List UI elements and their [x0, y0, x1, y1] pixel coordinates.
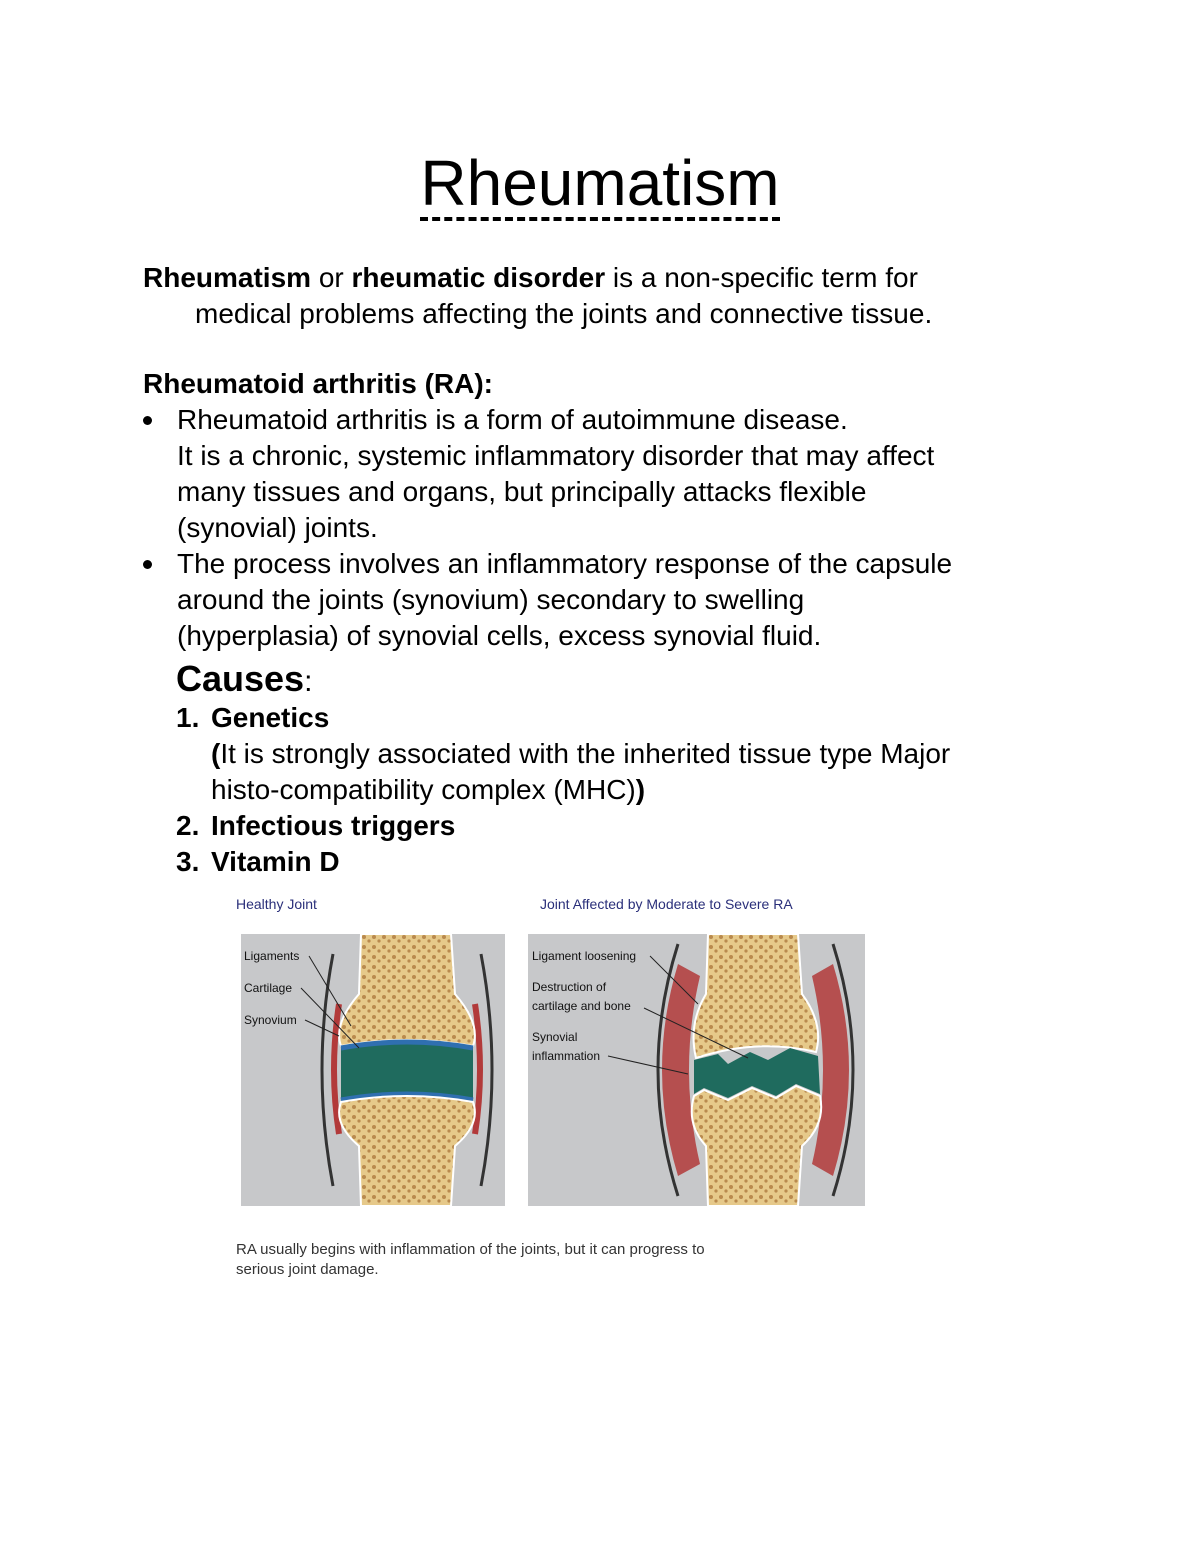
- label-ligaments: Ligaments: [244, 949, 300, 963]
- ra-bullet-list: [143, 402, 1063, 654]
- bullet-line: (hyperplasia) of synovial cells, excess synovial fluid.: [177, 620, 822, 651]
- cause-number: 2.: [176, 810, 200, 841]
- figure-caption: [236, 1240, 856, 1280]
- ra-joint-title: Joint Affected by Moderate to Severe RA: [540, 896, 793, 912]
- list-item: [176, 844, 1076, 880]
- label-synovium: Synovium: [244, 1013, 297, 1027]
- intro-paragraph: [143, 260, 1063, 332]
- bullet-line: It is a chronic, systemic inflammatory disorder that may affect: [177, 440, 935, 471]
- upper-bone: [694, 934, 819, 1058]
- ra-joint-illustration: [528, 934, 865, 1206]
- causes-heading-text: Causes: [176, 658, 305, 699]
- lower-bone: [339, 1096, 475, 1206]
- label-cartilage-and-bone: cartilage and bone: [532, 999, 631, 1013]
- bullet-dot-icon: [143, 560, 152, 569]
- page-title-text: Rheumatism: [420, 147, 780, 219]
- ra-heading: Rheumatoid arthritis (RA):: [143, 368, 493, 399]
- label-synovial: Synovial: [532, 1030, 578, 1044]
- bullet-dot-icon: [143, 416, 152, 425]
- healthy-joint-title: Healthy Joint: [236, 896, 317, 912]
- lower-bone: [692, 1086, 821, 1206]
- cause-name: Infectious triggers: [211, 810, 456, 841]
- list-item: [143, 402, 1063, 546]
- healthy-joint-illustration: [241, 934, 505, 1206]
- list-item: [143, 546, 1063, 654]
- upper-bone: [339, 934, 475, 1046]
- cause-number: 3.: [176, 846, 200, 877]
- intro-term-rheumatic-disorder: rheumatic disorder: [351, 262, 606, 293]
- label-inflammation: inflammation: [532, 1049, 601, 1063]
- caption-line-2: serious joint damage.: [236, 1261, 379, 1278]
- cause-name: Vitamin D: [211, 846, 340, 877]
- healthy-joint-svg: [241, 934, 505, 1206]
- bullet-line: many tissues and organs, but principally attacks flexible: [177, 476, 867, 507]
- list-item: [176, 808, 1076, 844]
- paren-open: (: [211, 738, 221, 769]
- intro-text-1: is a non-specific term for: [605, 262, 918, 293]
- cause-detail: [176, 772, 1076, 808]
- page-title: [0, 145, 1200, 221]
- ra-joint-svg: [528, 934, 865, 1206]
- list-item: [176, 700, 1076, 808]
- causes-heading-colon: :: [304, 665, 313, 698]
- causes-heading: [176, 658, 312, 703]
- bullet-line: The process involves an inflammatory response of the capsule: [177, 548, 953, 579]
- label-cartilage: Cartilage: [244, 981, 293, 995]
- intro-term-rheumatism: Rheumatism: [143, 262, 312, 293]
- intro-text-2: medical problems affecting the joints and connective tissue.: [195, 298, 933, 329]
- causes-list: [176, 700, 1076, 880]
- bullet-line: Rheumatoid arthritis is a form of autoimmune disease.: [177, 404, 848, 435]
- synovial-fluid: [341, 1042, 473, 1100]
- bullet-line: (synovial) joints.: [177, 512, 378, 543]
- cause-detail: [176, 736, 1076, 772]
- paren-close: ): [635, 774, 646, 805]
- label-ligament-loosening: Ligament loosening: [532, 949, 637, 963]
- label-destruction-of: Destruction of: [532, 980, 607, 994]
- caption-line-1: RA usually begins with inflammation of the joints, but it can progress to: [236, 1241, 705, 1258]
- cause-name: Genetics: [211, 702, 330, 733]
- cause-detail-line-1: It is strongly associated with the inherited tissue type Major: [220, 738, 951, 769]
- cause-number: 1.: [176, 702, 200, 733]
- bullet-line: around the joints (synovium) secondary to swelling: [177, 584, 805, 615]
- intro-conjunction: or: [311, 262, 352, 293]
- cause-detail-line-2: histo-compatibility complex (MHC): [211, 774, 636, 805]
- joint-comparison-figure: [228, 890, 878, 1290]
